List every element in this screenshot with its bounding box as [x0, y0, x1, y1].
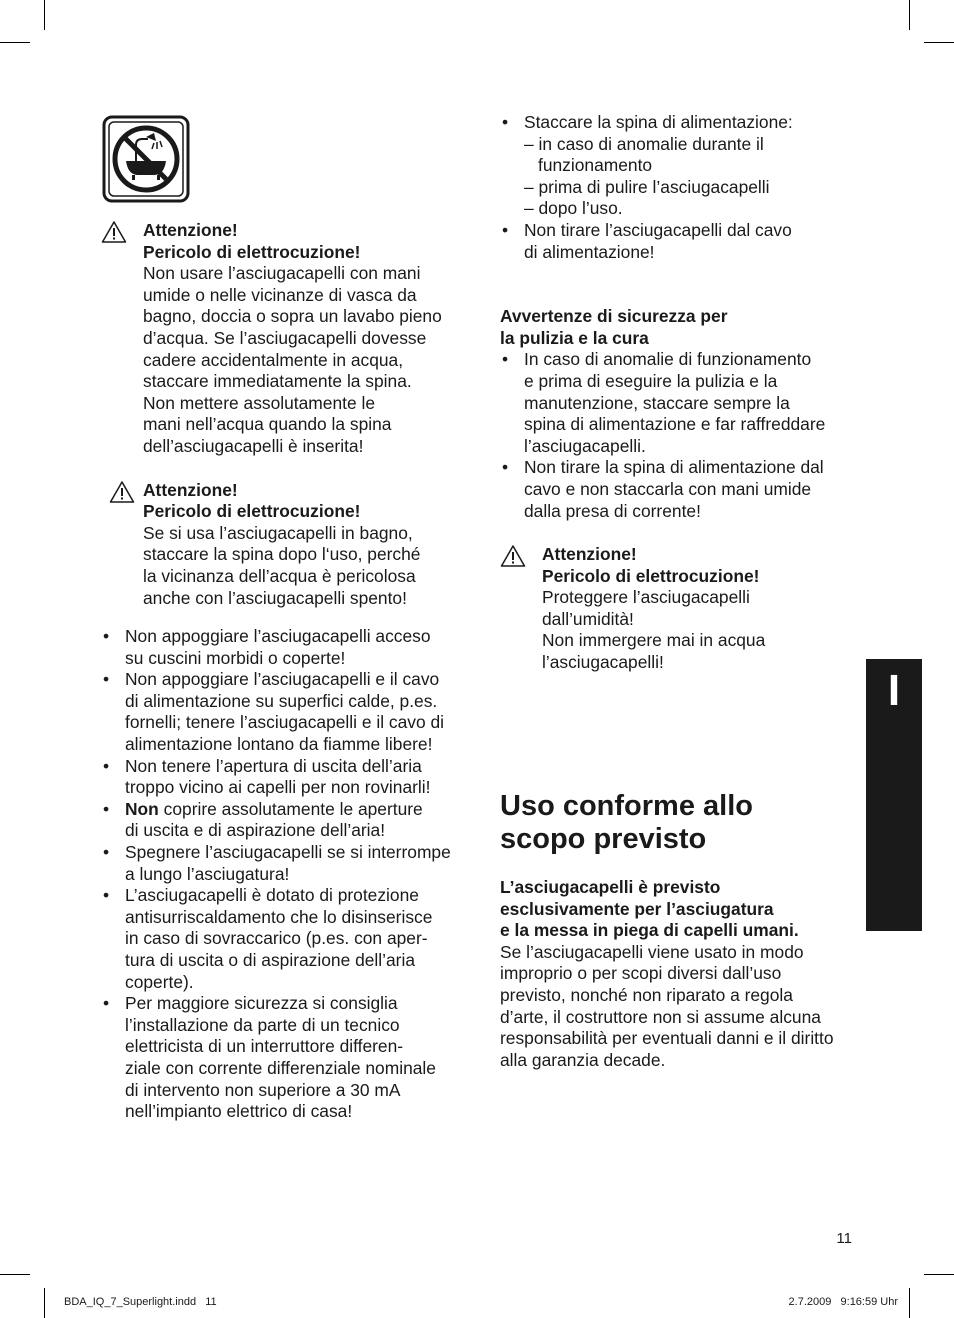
- warning-line: Non immergere mai in acqua: [542, 630, 766, 651]
- intended-use-text: L’asciugacapelli è previsto esclusivamente per l’asciugatura e la messa in piega di capelli umani. Se l’asciugacapelli viene usato in modo improprio o per scopi diversi dall’uso previsto, nonché non riparato a regola d’arte, il costruttore non si assume alcuna responsabilità per eventuali danni e il diritto alla garanzia decade.: [500, 877, 834, 1070]
- list-item: • Non tirare l’asciugacapelli dal cavo di alimentazione!: [500, 220, 860, 263]
- bold-word: Non: [125, 798, 159, 819]
- warning-line: la vicinanza dell’acqua è pericolosa: [143, 565, 416, 586]
- warning-subtitle: Pericolo di elettrocuzione!: [143, 501, 361, 522]
- crop-mark: [909, 0, 910, 30]
- list-item: • Non appoggiare l’asciugacapelli e il cavo di alimentazione su superfici calde, p.es. fornelli; tenere l’asciugacapelli e il cavo di alimentazione lontano da fiamme libere!: [101, 669, 461, 755]
- warning-triangle-icon: [109, 480, 135, 504]
- warning-line: Non mettere assolutamente le: [143, 392, 375, 413]
- warning-line: staccare la spina dopo l‘uso, perché: [143, 544, 421, 565]
- warning-line: Se si usa l’asciugacapelli in bagno,: [143, 522, 413, 543]
- crop-mark: [909, 1288, 910, 1318]
- warning-subtitle: Pericolo di elettrocuzione!: [542, 565, 760, 586]
- warning-title: Attenzione!: [542, 544, 637, 565]
- language-tab-letter: I: [887, 666, 901, 715]
- warning-line: d’acqua. Se l’asciugacapelli dovesse: [143, 327, 427, 348]
- care-heading: Avvertenze di sicurezza per la pulizia e la cura: [500, 306, 728, 348]
- warning-line: Non usare l’asciugacapelli con mani: [143, 263, 421, 284]
- left-column: [101, 220, 461, 1123]
- crop-mark: [0, 1274, 30, 1275]
- warning-block-1: [101, 220, 461, 458]
- warning-line: mani nell’acqua quando la spina: [143, 414, 392, 435]
- page-number: 11: [836, 1230, 852, 1247]
- right-column: [500, 112, 860, 674]
- section-title: Uso conforme allo scopo previsto: [500, 790, 753, 855]
- language-tab: [866, 659, 922, 931]
- warning-subtitle: Pericolo di elettrocuzione!: [143, 241, 361, 262]
- unplug-list: [500, 112, 860, 263]
- crop-mark: [44, 1288, 45, 1318]
- list-item: • Staccare la spina di alimentazione: – in caso di anomalie durante il funzionamento – prima di pulire l’asciugacapelli – dopo l’uso.: [500, 112, 860, 220]
- footer-timestamp: 2.7.2009 9:16:59 Uhr: [788, 1296, 898, 1308]
- crop-mark: [924, 1274, 954, 1275]
- warning-title: Attenzione!: [143, 220, 238, 240]
- warning-line: cadere accidentalmente in acqua,: [143, 349, 404, 370]
- list-item: • Per maggiore sicurezza si consiglia l’installazione da parte di un tecnico elettricista di un interruttore differen- ziale con corrente differenziale nominale di intervento non superiore a 30 mA nell’impianto elettrico di casa!: [101, 993, 461, 1123]
- warning-title: Attenzione!: [143, 479, 238, 500]
- list-item: • Non appoggiare l’asciugacapelli acceso su cuscini morbidi o coperte!: [101, 626, 461, 669]
- warning-line: bagno, doccia o sopra un lavabo pieno: [143, 306, 442, 327]
- warning-line: staccare immediatamente la spina.: [143, 371, 412, 392]
- warning-line: anche con l’asciugacapelli spento!: [143, 587, 407, 608]
- warning-block-3: [500, 544, 860, 674]
- warning-line: umide o nelle vicinanze di vasca da: [143, 284, 417, 305]
- list-item: • Spegnere l’asciugacapelli se si interrompe a lungo l’asciugatura!: [101, 842, 461, 885]
- warning-line: Proteggere l’asciugacapelli: [542, 587, 750, 608]
- crop-mark: [44, 0, 45, 30]
- list-item: • Non coprire assolutamente le aperture di uscita e di aspirazione dell’aria!: [101, 799, 461, 842]
- warning-triangle-icon: [500, 544, 526, 568]
- warning-block-2: [101, 480, 461, 610]
- warning-line: dell’asciugacapelli è inserita!: [143, 435, 364, 456]
- list-item: • L’asciugacapelli è dotato di protezione antisurriscaldamento che lo disinserisce in caso di sovraccarico (p.es. con aper- tura di uscita o di aspirazione dell’aria coperte).: [101, 885, 461, 993]
- care-list: [500, 349, 860, 522]
- crop-mark: [0, 42, 30, 43]
- footer-filename: BDA_IQ_7_Superlight.indd 11: [64, 1296, 217, 1308]
- list-item: • Non tenere l’apertura di uscita dell’aria troppo vicino ai capelli per non rovinarli!: [101, 756, 461, 799]
- crop-mark: [924, 42, 954, 43]
- warning-triangle-icon: [101, 220, 127, 244]
- safety-list: [101, 626, 461, 1123]
- warning-line: l’asciugacapelli!: [542, 652, 664, 673]
- no-water-icon: [102, 115, 190, 203]
- warning-line: dall’umidità!: [542, 608, 634, 629]
- list-item: • Non tirare la spina di alimentazione dal cavo e non staccarla con mani umide dalla presa di corrente!: [500, 457, 860, 522]
- list-item: • In caso di anomalie di funzionamento e prima di eseguire la pulizia e la manutenzione, staccare sempre la spina di alimentazione e far raffreddare l’asciugacapelli.: [500, 349, 860, 457]
